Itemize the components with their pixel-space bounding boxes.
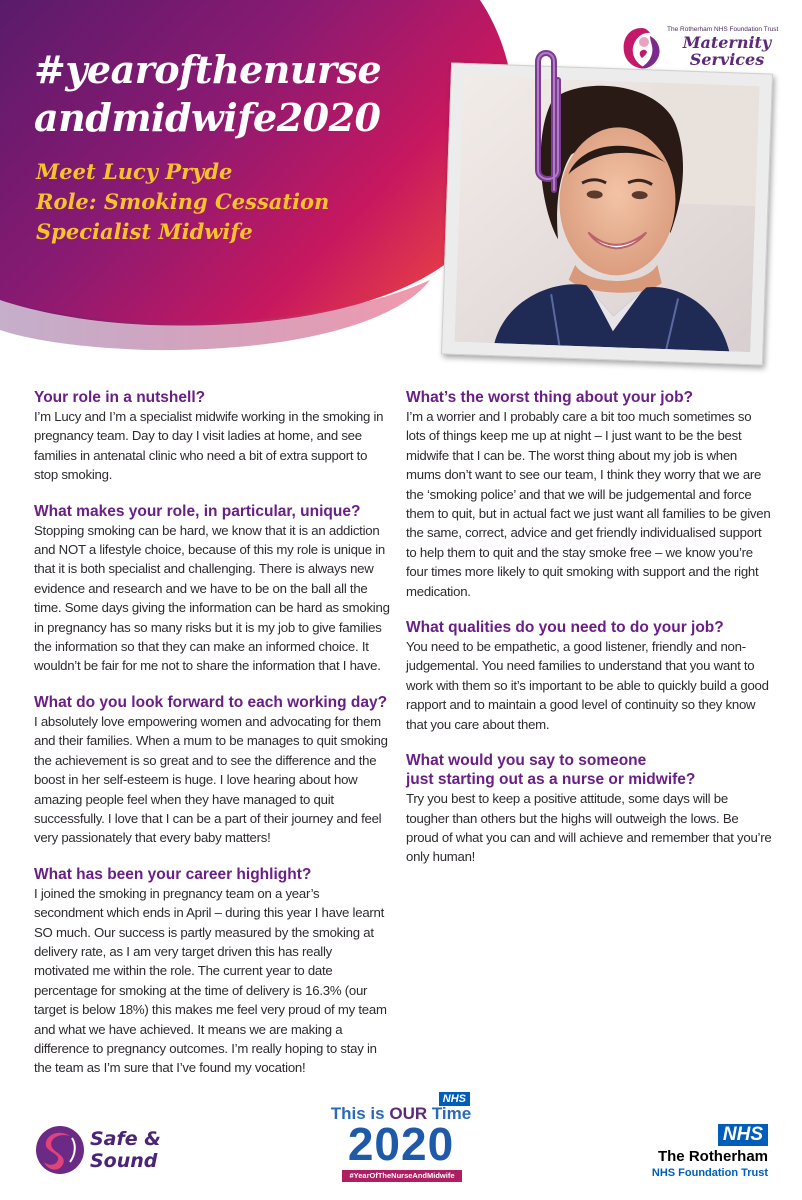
answer-text: I’m a worrier and I probably care a bit too much sometimes so lots of things keep me up at night – I just want to be the best midwife that I can be. The worst thing about my job is when mums don’t want to see our team, I think they worry that we are the ‘smoking police’ and that we will be judgemental and force them to quit, but in actual fact we just want all families to be given the same, correct, advice and get friendly individualised support to help them to quit and the stay smoke free – we know you’re four times more likely to quit smoking with support and the right medication. — [406, 409, 771, 599]
subtitle — [36, 157, 436, 247]
maternity-logo-icon — [620, 24, 664, 74]
role-line-2: Specialist Midwife — [36, 219, 253, 244]
safe-and-sound-logo — [34, 1124, 184, 1180]
hashtag-line-2: andmidwife2020 — [34, 95, 381, 140]
trust-name: The Rotherham — [657, 1148, 768, 1165]
portrait-frame — [441, 62, 773, 365]
maternity-title-line-2: Services — [689, 50, 765, 69]
question-heading: What’s the worst thing about your job? — [406, 389, 694, 406]
answer-text: I’m Lucy and I’m a specialist midwife working in the smoking in pregnancy team. Day to day I visit ladies at home, and see families in antenatal clinic who need a bit of extra support to stop smoking. — [34, 409, 384, 483]
question-heading: What qualities do you need to do your job? — [406, 619, 724, 637]
answer-text: I absolutely love empowering women and advocating for them and their families. When a mum to be manages to quit smoking the achievement is so great and to see the difference and the boost in her self-esteem is huge. I love hearing about how amazing people feel when they have managed to quit successfully. I love that I can be a part of their journey and feel very passionately that every baby matters! — [34, 713, 388, 846]
ourtime-nhs-badge: NHS — [439, 1092, 470, 1106]
left-column — [34, 388, 390, 1095]
maternity-title-line-1: Maternity — [682, 33, 772, 52]
question-heading: Your role in a nutshell? — [34, 389, 206, 406]
hashtag-line-1: #yearofthenurse — [34, 47, 382, 92]
ourtime-this-is: This is — [330, 1104, 390, 1123]
safe-line-2: Sound — [90, 1150, 158, 1172]
ourtime-time: Time — [427, 1104, 472, 1123]
safe-sound-swirl-icon — [34, 1124, 86, 1176]
question-line-1: What would you say to someone — [406, 752, 647, 770]
question-line-2: just starting out as a nurse or midwife? — [406, 771, 696, 789]
trust-subtitle: NHS Foundation Trust — [651, 1167, 768, 1179]
ourtime-hashtag: #YearOfTheNurseAndMidwife — [342, 1170, 462, 1182]
trust-logo-small-text: The Rotherham NHS Foundation Trust — [667, 26, 779, 33]
role-line-1: Role: Smoking Cessation — [36, 189, 330, 214]
portrait-photo — [454, 76, 759, 352]
meet-name: Meet Lucy Pryde — [36, 159, 233, 184]
safe-line-1: Safe & — [90, 1128, 161, 1150]
answer-text: I joined the smoking in pregnancy team on a year’s secondment which ends in April – during this year I have learnt SO much. Our success is partly measured by the smoking at delivery rate, as I am very target driven this has really motivated me within the role. The current year to date percentage for smoking at the time of delivery is 16.3% (our target is below 18%) this makes me feel very proud of my team and what we have achieved. It means we are making a difference to pregnancy outcomes. I’m really hoping to stay in the team as I’m sure that I’ve found my vocation! — [34, 885, 387, 1076]
question-heading: What do you look forward to each working day? — [34, 693, 388, 711]
question-heading: What makes your role, in particular, unique? — [34, 502, 361, 520]
answer-text: You need to be empathetic, a good listener, friendly and non-judgemental. You need families to understand that you want to work with them so it’s important to be able to quickly build a good rapport and to maintain a good level of continuity so they know that you care about them. — [406, 639, 769, 732]
our-time-2020-logo — [326, 1090, 476, 1186]
ourtime-year: 2020 — [347, 1118, 455, 1170]
question-heading: What has been your career highlight? — [34, 865, 312, 883]
nhs-trust-logo — [628, 1124, 768, 1184]
maternity-services-title — [667, 34, 787, 68]
nhs-badge: NHS — [718, 1124, 768, 1146]
safe-sound-text — [90, 1128, 161, 1172]
answer-text: Try you best to keep a positive attitude, some days will be tougher than others but the highs will outweigh the lows. Be proud of what you can and will achieve and remember that you’re only human! — [406, 791, 772, 865]
question-heading — [406, 751, 772, 789]
ourtime-our: OUR — [389, 1104, 428, 1123]
right-column — [406, 388, 772, 884]
answer-text: Stopping smoking can be hard, we know that it is an addiction and NOT a lifestyle choice, because of this my role is unique in that it is both specialist and challenging. There is always new evidence and research and we have to be on the ball all the time. Some days giving the information can be hard as smoking in pregnancy has so many risks but it is my job to give families the information so that they can make an informed choice. It wouldn’t be fair for me not to share the information that I have. — [34, 522, 390, 674]
paperclip-icon — [524, 40, 574, 200]
page-title — [34, 46, 454, 142]
